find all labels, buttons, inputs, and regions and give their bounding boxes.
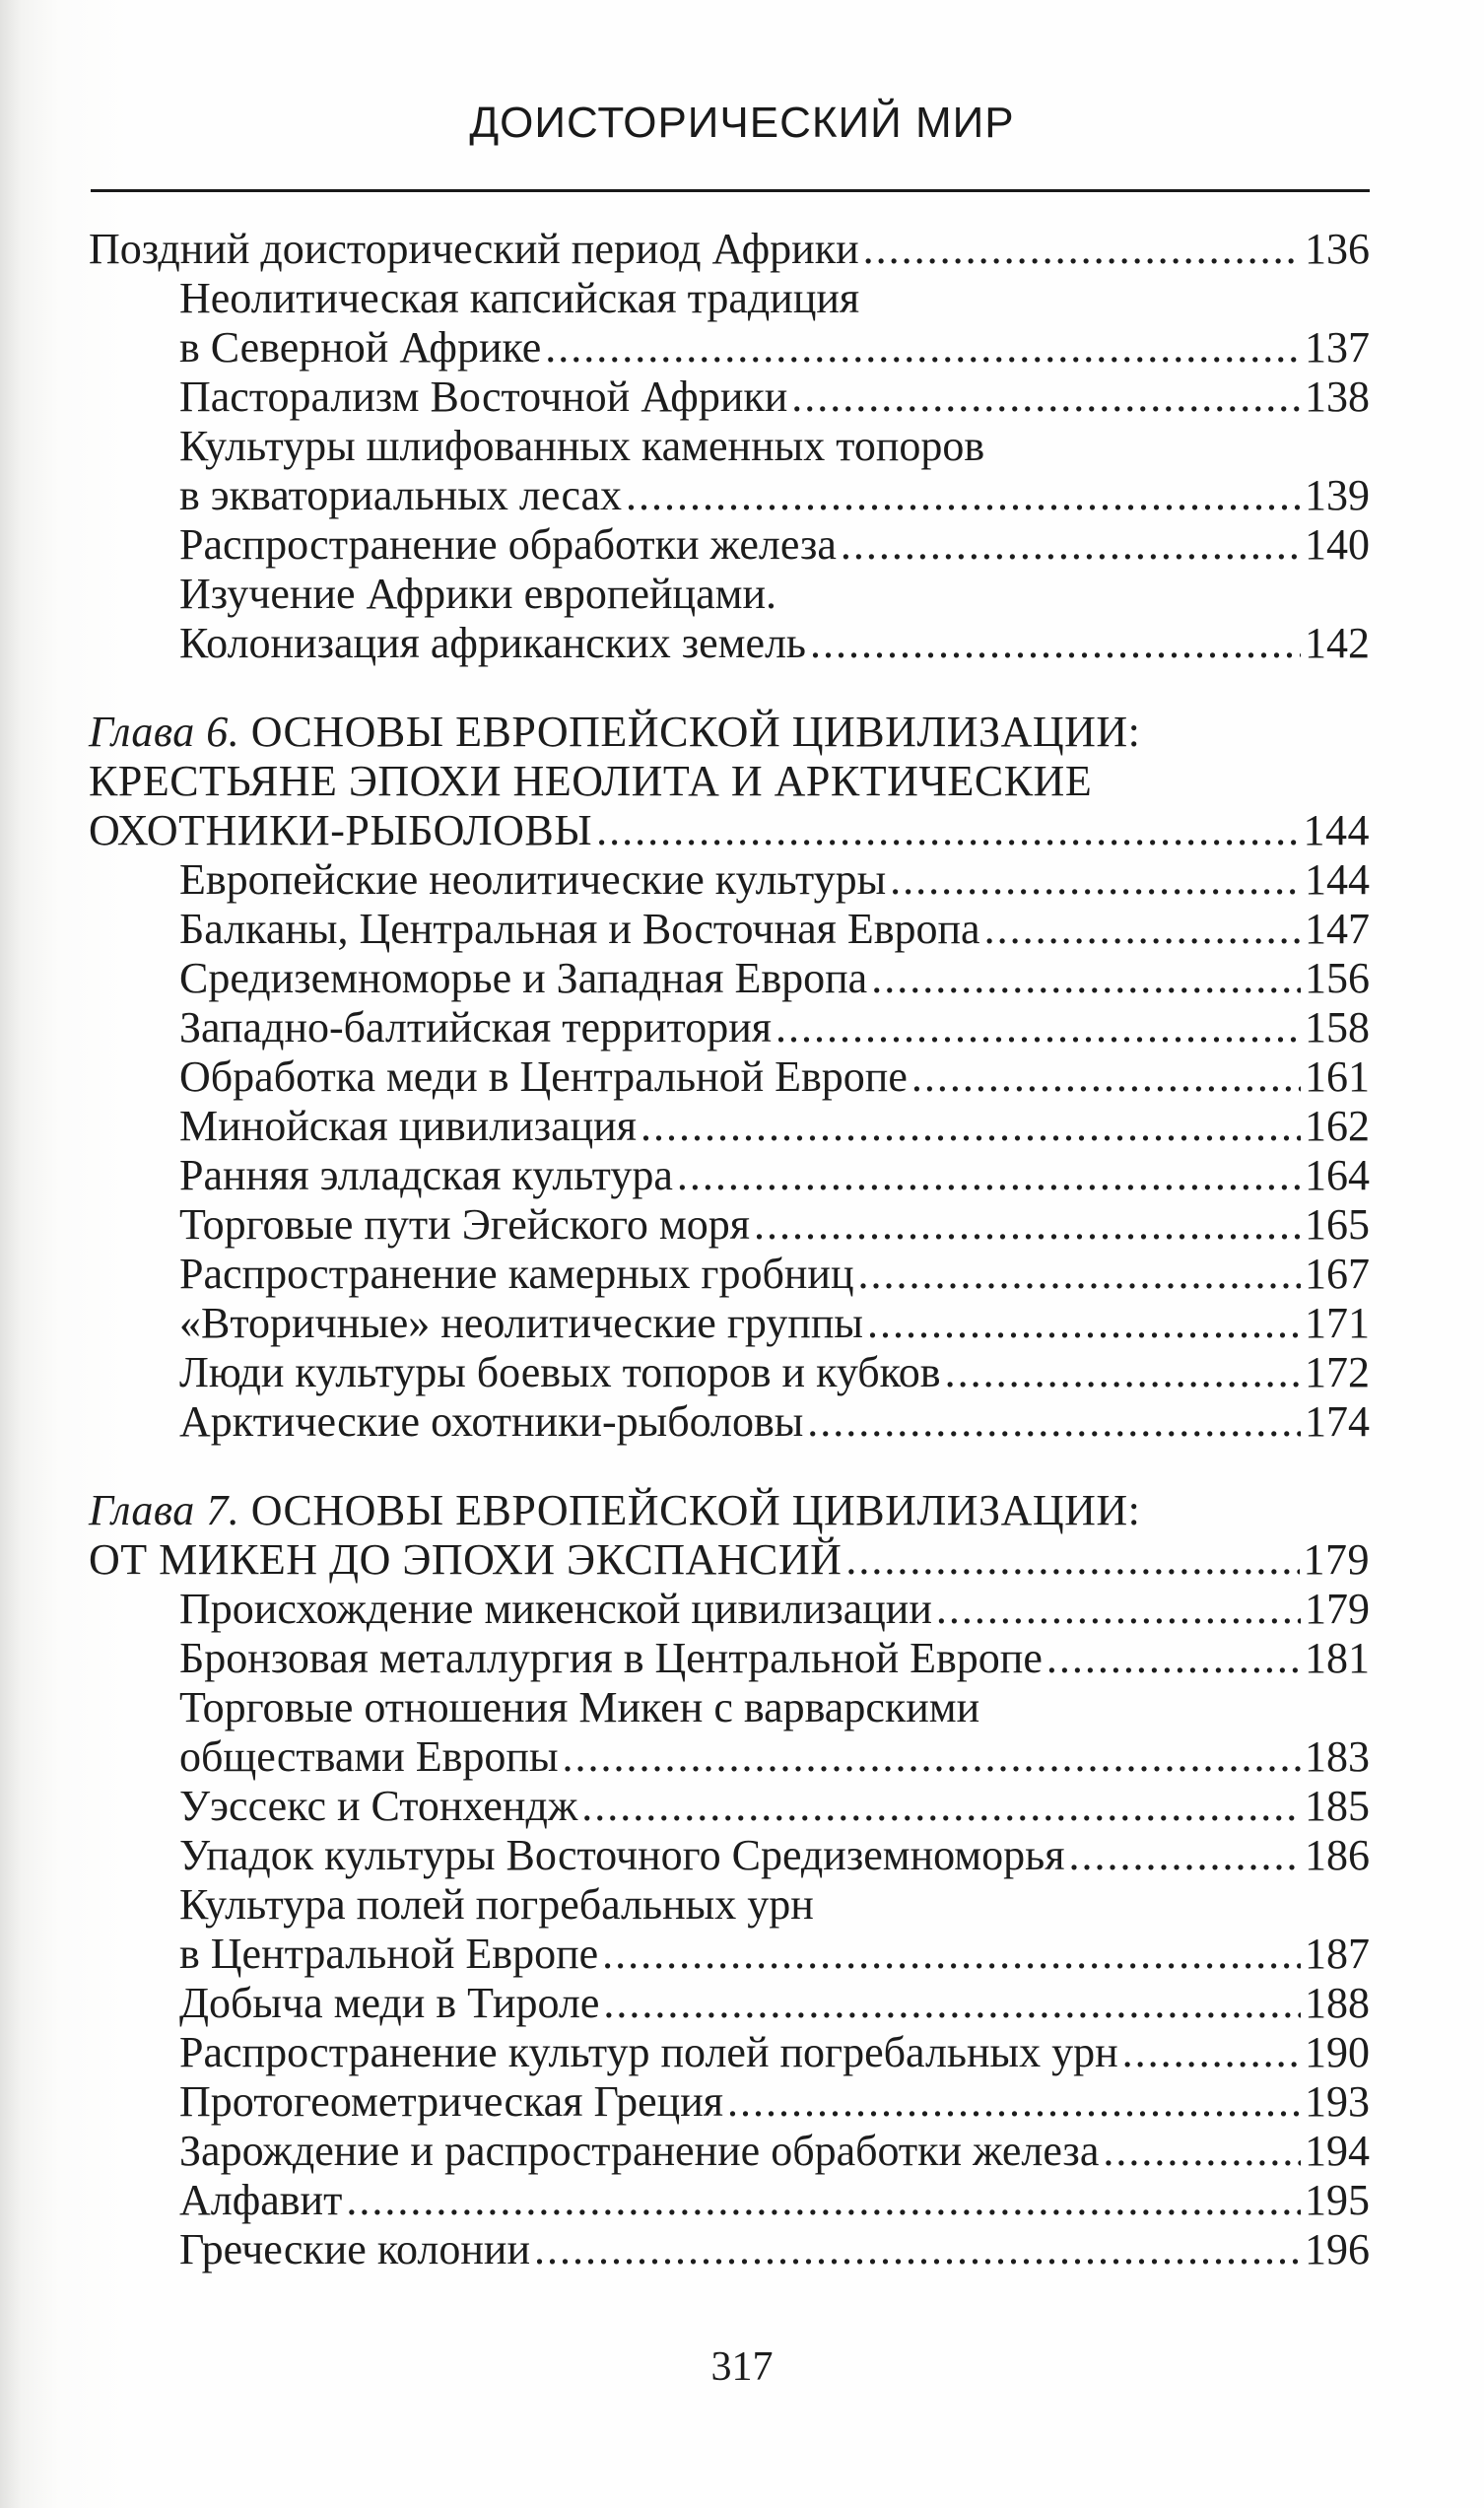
page-number: 162 bbox=[1305, 1102, 1370, 1150]
page-number: 179 bbox=[1303, 1535, 1370, 1584]
dot-leader bbox=[791, 373, 1301, 422]
dot-leader bbox=[1046, 1634, 1301, 1683]
toc-entry: в экваториальных лесах ..... 139 bbox=[89, 471, 1370, 520]
dot-leader bbox=[807, 1397, 1301, 1447]
chapter-6-heading bbox=[89, 708, 1370, 757]
page-number: 187 bbox=[1305, 1930, 1370, 1978]
chapter-title-line: ОХОТНИКИ-РЫБОЛОВЫ ..... 144 bbox=[89, 806, 1370, 855]
toc-entry: Торговые пути Эгейского моря ..... 165 bbox=[89, 1200, 1370, 1250]
toc-entry: Культура полей погребальных урн bbox=[179, 1880, 814, 1929]
toc-entry: Упадок культуры Восточного Средиземноморья ..... 186 bbox=[89, 1831, 1370, 1880]
chapter-title-line: ОТ МИКЕН ДО ЭПОХИ ЭКСПАНСИЙ ..... 179 bbox=[89, 1535, 1370, 1585]
running-head: ДОИСТОРИЧЕСКИЙ МИР bbox=[469, 99, 1015, 147]
chapter-title-line: КРЕСТЬЯНЕ ЭПОХИ НЕОЛИТА И АРКТИЧЕСКИЕ bbox=[89, 757, 1093, 805]
toc-entry: Обработка меди в Центральной Европе ..... 161 bbox=[89, 1052, 1370, 1102]
dot-leader bbox=[858, 1250, 1302, 1299]
page-number: 185 bbox=[1305, 1782, 1370, 1830]
dot-leader bbox=[641, 1102, 1301, 1151]
toc-entry: в Северной Африке ..... 137 bbox=[89, 323, 1370, 373]
toc-entry: Европейские неолитические культуры ..... 144 bbox=[89, 855, 1370, 905]
page-number: 183 bbox=[1305, 1732, 1370, 1781]
toc-entry: Распространение культур полей погребальных урн ..... 190 bbox=[89, 2028, 1370, 2077]
dot-leader bbox=[863, 225, 1301, 274]
page-number: 137 bbox=[1305, 323, 1370, 372]
page-number: 142 bbox=[1305, 619, 1370, 667]
toc-entry: Минойская цивилизация ..... 162 bbox=[89, 1102, 1370, 1151]
toc-entry: Колонизация африканских земель ..... 142 bbox=[89, 619, 1370, 668]
toc-entry-section-heading: Поздний доисторический период Африки ..... 136 bbox=[89, 225, 1370, 274]
toc-entry: Распространение обработки железа ..... 140 bbox=[89, 520, 1370, 570]
dot-leader bbox=[841, 520, 1301, 570]
toc-entry: «Вторичные» неолитические группы ..... 171 bbox=[89, 1299, 1370, 1348]
page-number: 139 bbox=[1305, 471, 1370, 519]
page-number: 195 bbox=[1305, 2176, 1370, 2224]
table-of-contents bbox=[89, 225, 1370, 2274]
toc-entry: Происхождение микенской цивилизации ..... 179 bbox=[89, 1585, 1370, 1634]
page-number: 190 bbox=[1305, 2028, 1370, 2076]
chapter-title-line: ОСНОВЫ ЕВРОПЕЙСКОЙ ЦИВИЛИЗАЦИИ: bbox=[250, 708, 1141, 756]
dot-leader bbox=[984, 905, 1301, 954]
dot-leader bbox=[871, 954, 1301, 1003]
page-number: 171 bbox=[1305, 1299, 1370, 1347]
dot-leader bbox=[603, 1979, 1301, 2028]
dot-leader bbox=[677, 1151, 1301, 1200]
toc-entry: Западно-балтийская территория ..... 158 bbox=[89, 1003, 1370, 1052]
page-number: 194 bbox=[1305, 2127, 1370, 2175]
dot-leader bbox=[1068, 1831, 1301, 1880]
toc-entry: Культуры шлифованных каменных топоров bbox=[179, 422, 985, 470]
dot-leader bbox=[1122, 2028, 1301, 2077]
chapter-label: Глава 7. bbox=[89, 1486, 240, 1534]
page-number: 161 bbox=[1305, 1052, 1370, 1101]
toc-entry: Люди культуры боевых топоров и кубков ..... 172 bbox=[89, 1348, 1370, 1397]
dot-leader bbox=[545, 323, 1301, 373]
toc-entry: Бронзовая металлургия в Центральной Европе ..... 181 bbox=[89, 1634, 1370, 1683]
toc-entry: Зарождение и распространение обработки железа ..... 194 bbox=[89, 2127, 1370, 2176]
dot-leader bbox=[626, 471, 1301, 520]
dot-leader bbox=[563, 1732, 1301, 1782]
page-number: 144 bbox=[1303, 806, 1370, 854]
toc-entry: Балканы, Центральная и Восточная Европа ..... 147 bbox=[89, 905, 1370, 954]
page-number: 172 bbox=[1305, 1348, 1370, 1396]
chapter-label: Глава 6. bbox=[89, 708, 240, 756]
header-rule bbox=[91, 189, 1370, 192]
toc-entry: Неолитическая капсийская традиция bbox=[179, 274, 860, 322]
toc-entry: Изучение Африки европейцами. bbox=[179, 570, 776, 618]
dot-leader bbox=[581, 1782, 1301, 1831]
toc-entry: Арктические охотники-рыболовы ..... 174 bbox=[89, 1397, 1370, 1447]
toc-entry: Алфавит ..... 195 bbox=[89, 2176, 1370, 2225]
dot-leader bbox=[596, 806, 1299, 855]
page-number: 147 bbox=[1305, 905, 1370, 953]
chapter-7-heading bbox=[89, 1486, 1370, 1535]
toc-entry: Греческие колонии ..... 196 bbox=[89, 2225, 1370, 2274]
toc-entry: Пасторализм Восточной Африки ..... 138 bbox=[89, 373, 1370, 422]
page-number: 174 bbox=[1305, 1397, 1370, 1446]
toc-entry: обществами Европы ..... 183 bbox=[89, 1732, 1370, 1782]
page-number: 136 bbox=[1305, 225, 1370, 273]
dot-leader bbox=[810, 619, 1301, 668]
toc-entry: в Центральной Европе ..... 187 bbox=[89, 1930, 1370, 1979]
page-number: 188 bbox=[1305, 1979, 1370, 2027]
page-number: 164 bbox=[1305, 1151, 1370, 1199]
dot-leader bbox=[727, 2077, 1301, 2127]
page-number: 167 bbox=[1305, 1250, 1370, 1298]
page-number: 165 bbox=[1305, 1200, 1370, 1249]
dot-leader bbox=[346, 2176, 1301, 2225]
page-number: 158 bbox=[1305, 1003, 1370, 1051]
dot-leader bbox=[754, 1200, 1301, 1250]
dot-leader bbox=[867, 1299, 1301, 1348]
page-number: 138 bbox=[1305, 373, 1370, 421]
page-number: 196 bbox=[1305, 2225, 1370, 2273]
page-folio: 317 bbox=[710, 2344, 774, 2390]
page-number: 156 bbox=[1305, 954, 1370, 1002]
page-number: 179 bbox=[1305, 1585, 1370, 1633]
toc-entry: Ранняя элладская культура ..... 164 bbox=[89, 1151, 1370, 1200]
toc-entry: Средиземноморье и Западная Европа ..... 156 bbox=[89, 954, 1370, 1003]
dot-leader bbox=[776, 1003, 1301, 1052]
toc-entry: Торговые отношения Микен с варварскими bbox=[179, 1683, 980, 1731]
toc-entry: Протогеометрическая Греция ..... 193 bbox=[89, 2077, 1370, 2127]
dot-leader bbox=[945, 1348, 1301, 1397]
page-number: 193 bbox=[1305, 2077, 1370, 2126]
dot-leader bbox=[845, 1535, 1299, 1585]
dot-leader bbox=[890, 855, 1301, 905]
toc-entry: Уэссекс и Стонхендж ..... 185 bbox=[89, 1782, 1370, 1831]
dot-leader bbox=[936, 1585, 1301, 1634]
chapter-title-line: ОСНОВЫ ЕВРОПЕЙСКОЙ ЦИВИЛИЗАЦИИ: bbox=[250, 1486, 1141, 1534]
toc-entry: Добыча меди в Тироле ..... 188 bbox=[89, 1979, 1370, 2028]
dot-leader bbox=[911, 1052, 1301, 1102]
page-number: 181 bbox=[1305, 1634, 1370, 1682]
toc-entry: Распространение камерных гробниц ..... 167 bbox=[89, 1250, 1370, 1299]
dot-leader bbox=[602, 1930, 1301, 1979]
page-number: 186 bbox=[1305, 1831, 1370, 1879]
dot-leader bbox=[1103, 2127, 1301, 2176]
page-number: 144 bbox=[1305, 855, 1370, 904]
dot-leader bbox=[534, 2225, 1301, 2274]
page-number: 140 bbox=[1305, 520, 1370, 569]
